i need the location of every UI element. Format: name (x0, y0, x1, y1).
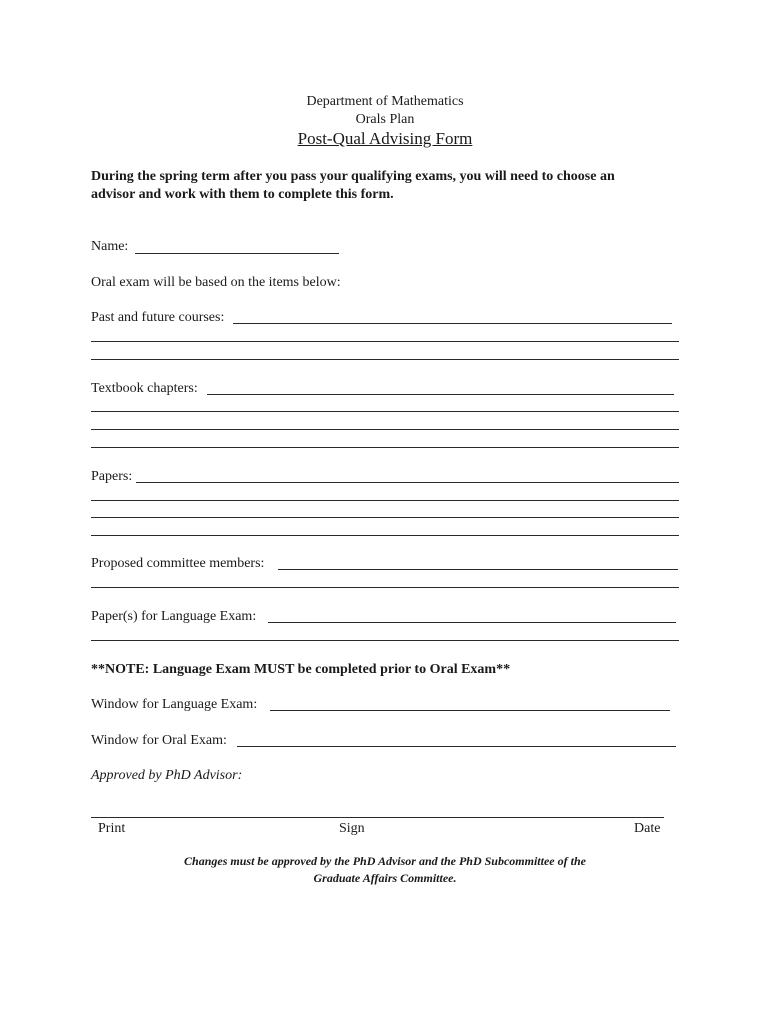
signature-line[interactable] (91, 817, 664, 818)
papers-field-line-4[interactable] (91, 535, 679, 536)
window-oral-label: Window for Oral Exam: (91, 733, 227, 748)
form-subtitle: Orals Plan (355, 112, 415, 127)
sign-label: Sign (339, 821, 365, 836)
papers-label: Papers: (91, 469, 133, 484)
textbook-label: Textbook chapters: (91, 381, 198, 396)
textbook-field-line-3[interactable] (91, 429, 679, 430)
courses-field-line-2[interactable] (91, 341, 679, 342)
form-title-text: Post-Qual Advising Form (297, 129, 473, 148)
name-field[interactable] (135, 253, 339, 254)
language-papers-field-line-1[interactable] (268, 622, 676, 623)
committee-field-line-1[interactable] (278, 569, 678, 570)
date-label: Date (634, 821, 661, 836)
language-papers-label: Paper(s) for Language Exam: (91, 609, 257, 624)
papers-field-line-1[interactable] (136, 482, 679, 483)
window-language-field[interactable] (270, 710, 670, 711)
print-label: Print (98, 821, 126, 836)
committee-label: Proposed committee members: (91, 556, 265, 571)
courses-label: Past and future courses: (91, 310, 225, 325)
textbook-field-line-1[interactable] (207, 394, 674, 395)
textbook-field-line-4[interactable] (91, 447, 679, 448)
intro-line-1: During the spring term after you pass your qualifying exams, you will need to choose an (91, 169, 615, 184)
window-language-label: Window for Language Exam: (91, 697, 258, 712)
window-oral-field[interactable] (237, 746, 676, 747)
textbook-field-line-2[interactable] (91, 411, 679, 412)
papers-field-line-3[interactable] (91, 517, 679, 518)
form-title (0, 129, 770, 149)
footer-line-2: Graduate Affairs Committee. (313, 871, 457, 885)
language-exam-note: **NOTE: Language Exam MUST be completed prior to Oral Exam** (91, 662, 511, 677)
name-label: Name: (91, 239, 129, 254)
language-papers-field-line-2[interactable] (91, 640, 679, 641)
approved-label: Approved by PhD Advisor: (91, 768, 243, 783)
footer-line-1: Changes must be approved by the PhD Advisor and the PhD Subcommittee of the (184, 854, 586, 868)
papers-field-line-2[interactable] (91, 500, 679, 501)
department-heading: Department of Mathematics (306, 94, 464, 109)
intro-line-2: advisor and work with them to complete this form. (91, 187, 394, 202)
oral-intro-text: Oral exam will be based on the items below: (91, 275, 341, 290)
courses-field-line-1[interactable] (233, 323, 672, 324)
committee-field-line-2[interactable] (91, 587, 679, 588)
courses-field-line-3[interactable] (91, 359, 679, 360)
